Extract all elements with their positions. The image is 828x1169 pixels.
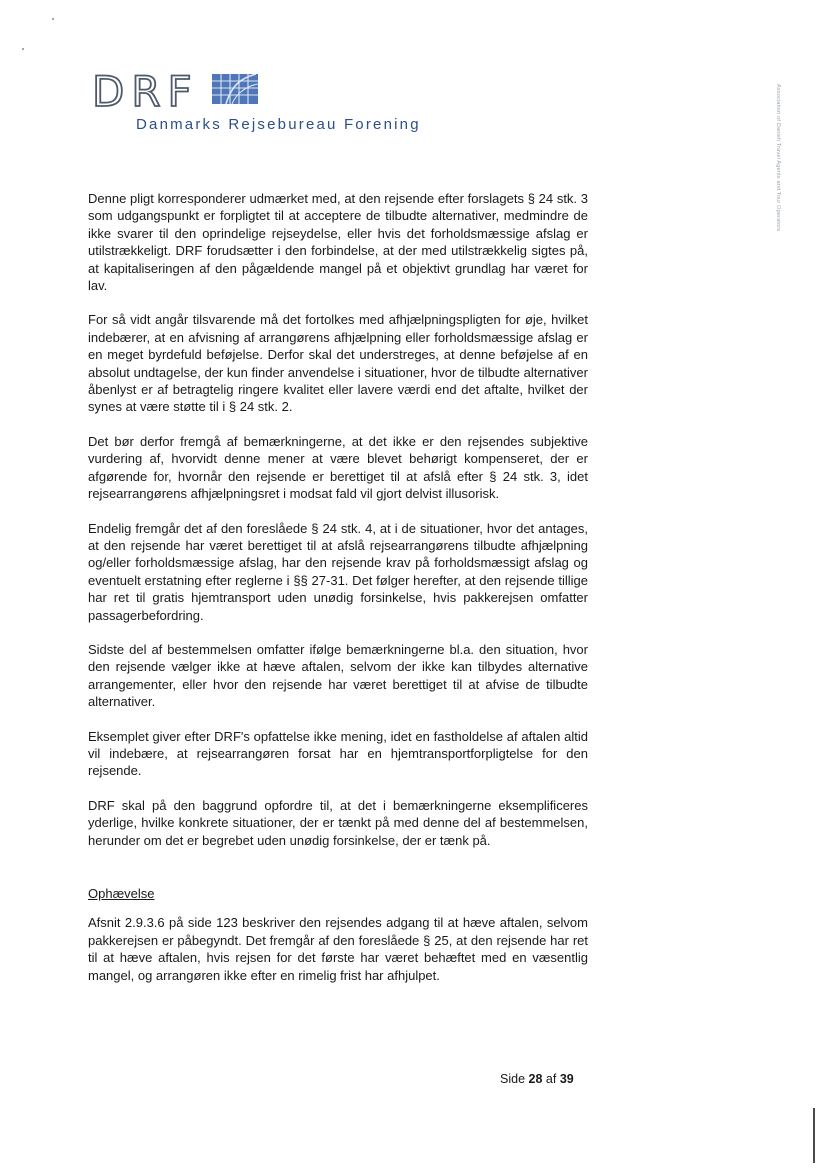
side-tagline: Association of Danish Travel Agents and Tour Operators xyxy=(775,84,781,232)
paragraph: Afsnit 2.9.3.6 på side 123 beskriver den rejsendes adgang til at hæve aftalen, selvom pakkerejsen er påbegyndt. Det fremgår af den foreslåede § 25, at den rejsende har ret til at hæve aftalen, hvis rejsen for det første har været behæftet med en væsentlig mangel, og arrangøren ikke efter en rimelig frist har afhjulpet. xyxy=(88,915,588,983)
scan-edge-line xyxy=(813,1108,815,1163)
paragraph: Det bør derfor fremgå af bemærkningerne, at det ikke er den rejsendes subjektive vurdering af, hvorvidt denne mener at være blevet behørigt kompenseret, der er afgørende for, hvornår den rejsende er berettiget til at afslå efter § 24 stk. 3, idet rejsearrangørens afhjælpningsret i modsat fald vil gjort delvist illusorisk. xyxy=(88,433,588,502)
paragraph: For så vidt angår tilsvarende må det fortolkes med afhjælpningspligten for øje, hvilket indebærer, at en afvisning af arrangørens afhjælpning eller forholdsmæssige afslag er en meget byrdefuld beføjelse. Derfor skal det understreges, at denne beføjelse af en absolut undtagelse, der kun finder anvendelse i situationer, hvor de tilbudte alternativer åbenlyst er af betragtelig ringere kvalitet eller lavere værdi end det aftalte, hvilket der synes at være støtte til i § 24 stk. 2. xyxy=(88,312,588,415)
drf-logo xyxy=(92,67,452,142)
logo-letters: DRF xyxy=(92,67,199,116)
scan-speck xyxy=(22,48,24,50)
organization-name: Danmarks Rejsebureau Forening xyxy=(136,116,421,133)
paragraph: Denne pligt korresponderer udmærket med, at den rejsende efter forslagets § 24 stk. 3 som udgangspunkt er forpligtet til at acceptere de tilbudte alternativer, medmindre de ikke svarer til den oprindelige rejseydelse, eller hvis det forholdsmæssige afslag er utilstrækkeligt. DRF forudsætter i den forbindelse, at der med utilstrækkelig sigtes på, at kapitaliseringen af den pågældende mangel på et objektivt grundlag har været for lav. xyxy=(88,191,588,294)
document-body xyxy=(88,190,588,1001)
globe-grid-icon xyxy=(212,74,258,104)
current-page: 28 xyxy=(528,1072,543,1086)
page-number xyxy=(500,1072,574,1086)
paragraph: Endelig fremgår det af den foreslåede § 24 stk. 4, at i de situationer, hvor det antages, at den rejsende har været berettiget til at afslå rejsearrangørens tilbudte afhjælpning og/eller forholdsmæssige afslag, har den rejsende krav på forholdsmæssigt afslag og eventuelt erstatning efter reglerne i §§ 27-31. Det følger herefter, at den rejsende tillige har ret til gratis hjemtransport uden unødig forsinkelse, hvis pakkerejsen omfatter passagerbefordring. xyxy=(88,520,588,623)
paragraph: DRF skal på den baggrund opfordre til, at det i bemærkningerne eksemplificeres yderlige, hvilke konkrete situationer, der er tænkt på med denne del af bestemmelsen, herunder om det er begrebet uden unødig forsinkelse, der er tænk på. xyxy=(88,797,588,848)
page-separator: af xyxy=(545,1072,557,1086)
scan-speck xyxy=(52,18,54,20)
total-pages: 39 xyxy=(559,1072,574,1086)
page-prefix: Side xyxy=(500,1072,526,1086)
paragraph: Sidste del af bestemmelsen omfatter ifølge bemærkningerne bl.a. den situation, hvor den rejsende vælger ikke at hæve aftalen, selvom der ikke kan tilbydes alternative arrangementer, eller hvor den rejsende har været berettiget til at afvise de tilbudte alternativer. xyxy=(88,641,588,710)
section-heading: Ophævelse xyxy=(88,886,155,901)
paragraph: Eksemplet giver efter DRF's opfattelse ikke mening, idet en fastholdelse af aftalen altid vil indebære, at rejsearrangøren forsat har en hjemtransportforpligtelse for den rejsende. xyxy=(88,728,588,779)
